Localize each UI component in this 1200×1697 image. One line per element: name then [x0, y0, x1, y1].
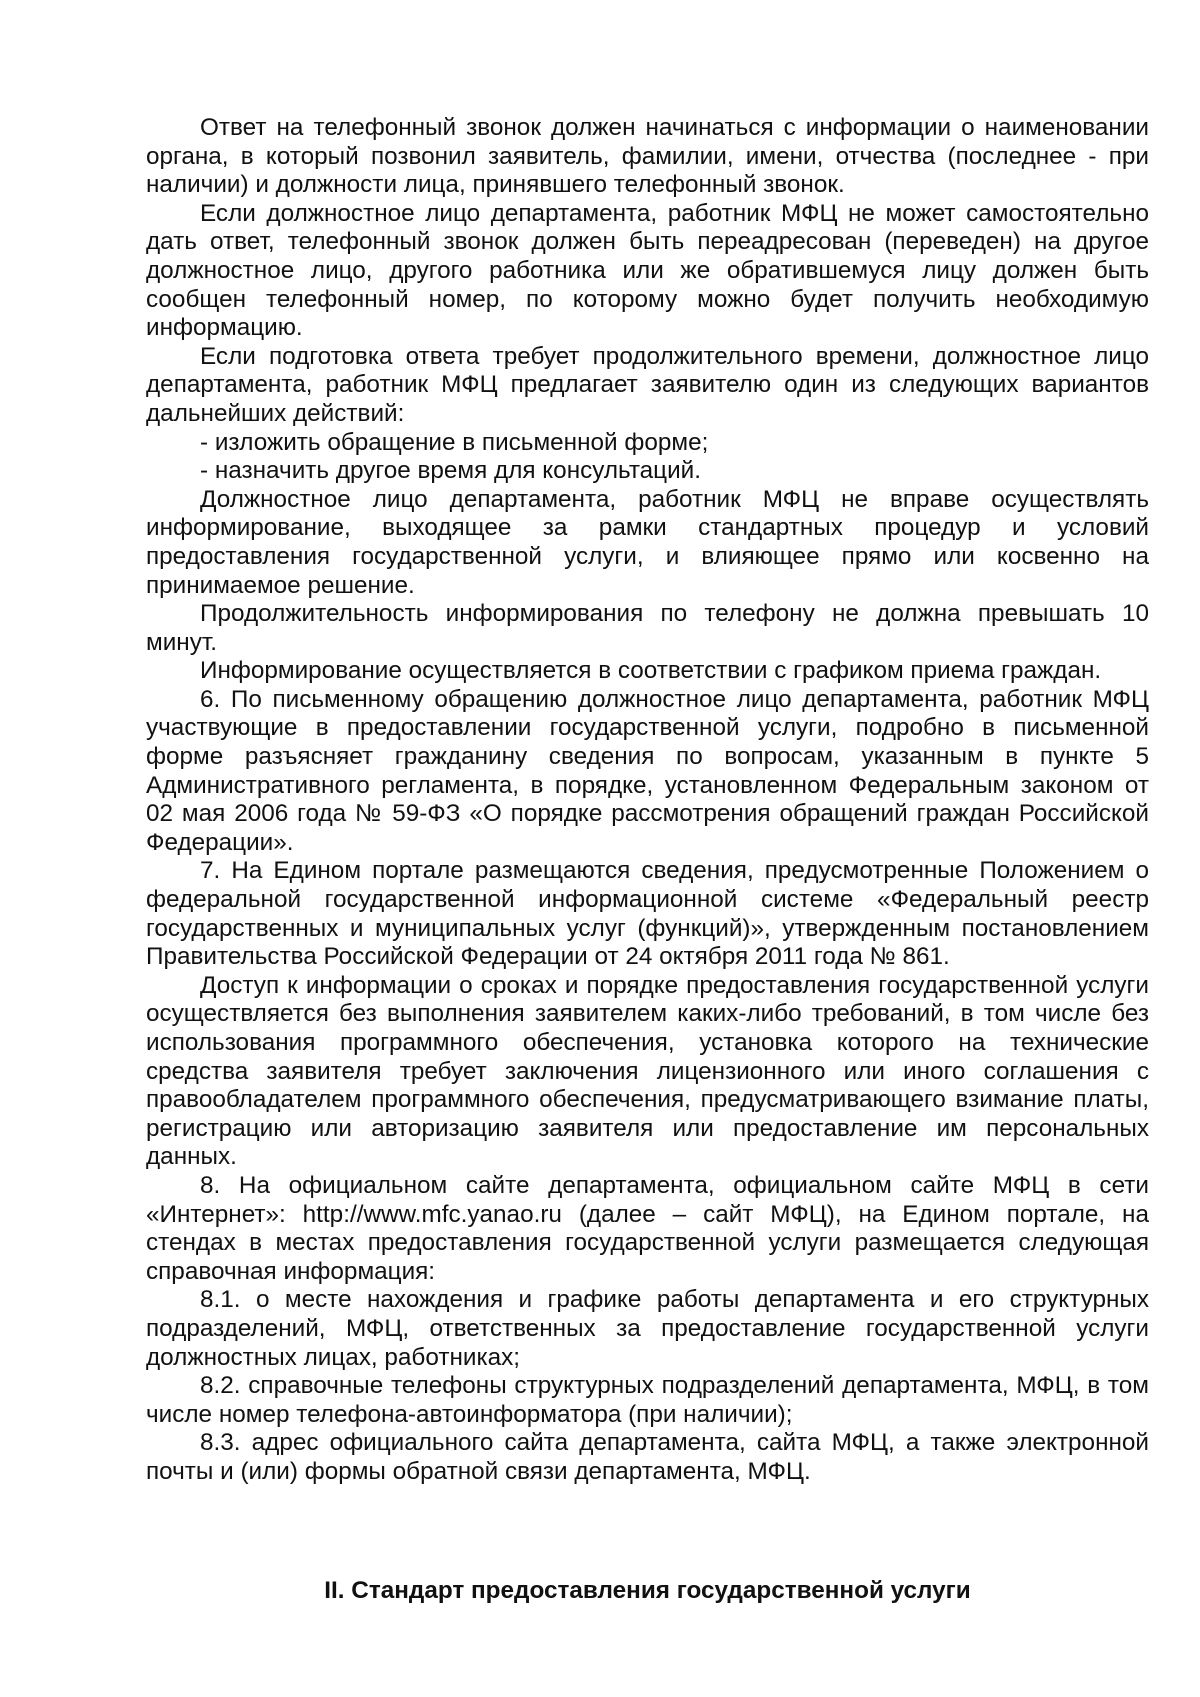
- paragraph-schedule: Информирование осуществляется в соответствии с графиком приема граждан.: [200, 657, 1102, 685]
- paragraph-item-8: 8. На официальном сайте департамента, официальном сайте МФЦ в сети «Интернет»: http://www.mfc.yanao.ru (далее – сайт МФЦ), на Едином портале, на стендах в местах предоставления государственной услуги размещается следующая справочная информация:: [146, 1171, 1149, 1285]
- paragraph-item-8-2: 8.2. справочные телефоны структурных подразделений департамента, МФЦ, в том числе номер телефона-автоинформатора (при наличии);: [146, 1372, 1149, 1428]
- paragraph-duration: Продолжительность информирования по телефону не должна превышать 10 минут.: [146, 600, 1149, 656]
- paragraph-not-allowed: Должностное лицо департамента, работник МФЦ не вправе осуществлять информирование, выходящее за рамки стандартных процедур и условий предоставления государственной услуги, и влияющее прямо или косвенно на принимаемое решение.: [146, 485, 1149, 599]
- paragraph-item-7: 7. На Едином портале размещаются сведения, предусмотренные Положением о федеральной государственной информационной системе «Федеральный реестр государственных и муниципальных услуг (функций)», утвержденным постановлением Правительства Российской Федерации от 24 октября 2011 года № 861.: [146, 857, 1149, 971]
- document-body: [146, 114, 1149, 1487]
- paragraph-phone-answer: Ответ на телефонный звонок должен начинаться с информации о наименовании органа, в который позвонил заявитель, фамилии, имени, отчества (последнее - при наличии) и должности лица, принявшего телефонный звонок.: [146, 114, 1149, 199]
- paragraph-access: Доступ к информации о сроках и порядке предоставления государственной услуги осуществляется без выполнения заявителем каких-либо требований, в том числе без использования программного обеспечения, установка которого на технические средства заявителя требует заключения лицензионного или иного соглашения с правообладателем программного обеспечения, предусматривающего взимание платы, регистрацию или авторизацию заявителя или предоставление им персональных данных.: [146, 971, 1149, 1171]
- paragraph-long-preparation: Если подготовка ответа требует продолжительного времени, должностное лицо департамента, работник МФЦ предлагает заявителю один из следующих вариантов дальнейших действий:: [146, 342, 1149, 427]
- list-item-written-form: - изложить обращение в письменной форме;: [200, 428, 709, 456]
- paragraph-redirect-call: Если должностное лицо департамента, работник МФЦ не может самостоятельно дать ответ, телефонный звонок должен быть переадресован (переведен) на другое должностное лицо, другого работника или же обратившемуся лицу должен быть сообщен телефонный номер, по которому можно будет получить необходимую информацию.: [146, 199, 1149, 342]
- paragraph-item-6: 6. По письменному обращению должностное лицо департамента, работник МФЦ участвующие в предоставлении государственной услуги, подробно в письменной форме разъясняет гражданину сведения по вопросам, указанным в пункте 5 Административного регламента, в порядке, установленном Федеральным законом от 02 мая 2006 года № 59-ФЗ «О порядке рассмотрения обращений граждан Российской Федерации».: [146, 685, 1149, 856]
- paragraph-item-8-3: 8.3. адрес официального сайта департамента, сайта МФЦ, а также электронной почты и (или) формы обратной связи департамента, МФЦ.: [146, 1429, 1149, 1485]
- list-item-other-time: - назначить другое время для консультаций.: [200, 457, 701, 485]
- paragraph-item-8-1: 8.1. о месте нахождения и графике работы департамента и его структурных подразделений, МФЦ, ответственных за предоставление государственной услуги должностных лицах, работниках;: [146, 1286, 1149, 1371]
- section-heading: II. Стандарт предоставления государственной услуги: [324, 1577, 971, 1604]
